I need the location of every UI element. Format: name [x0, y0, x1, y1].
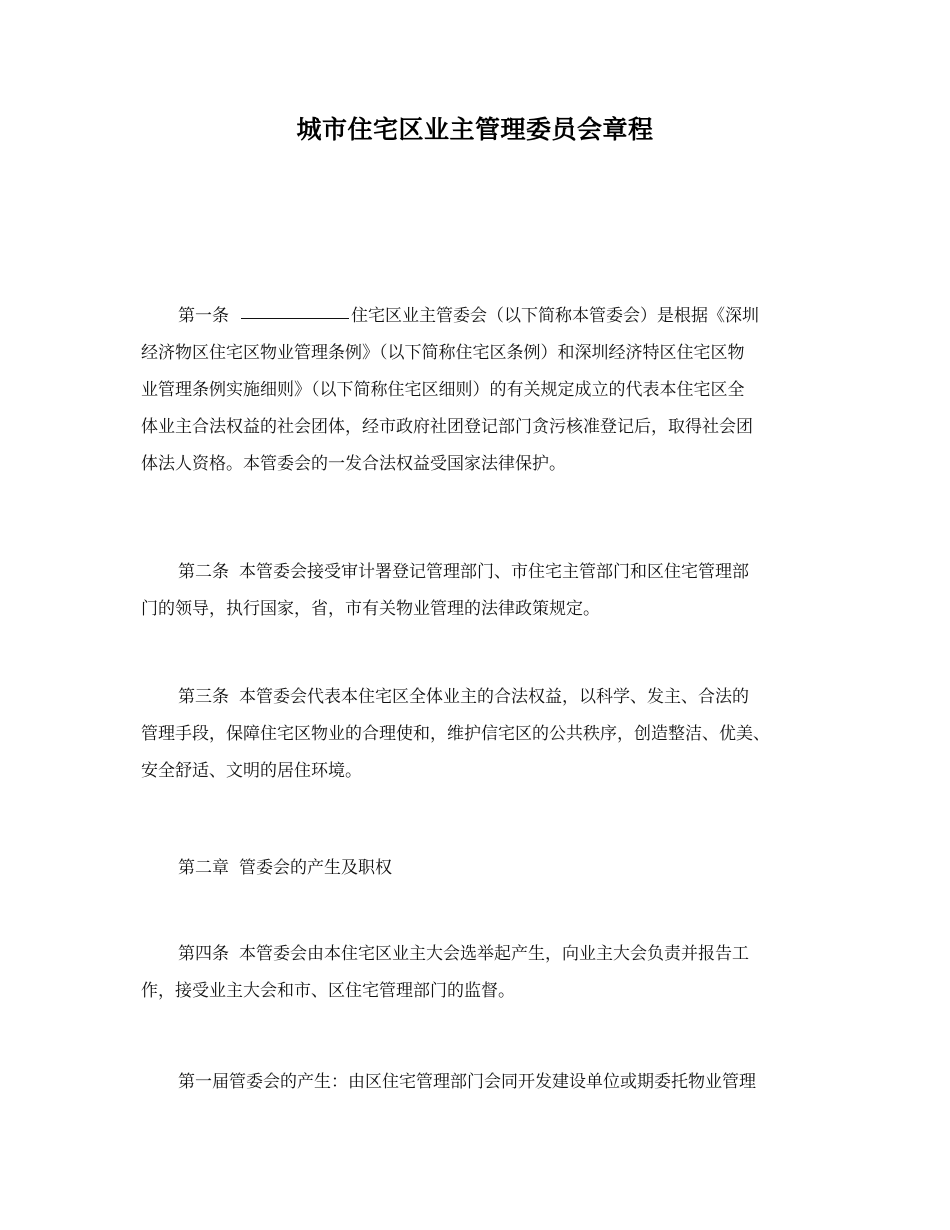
article-1-line-1: 第一条 住宅区业主管委会（以下简称本管委会）是根据《深圳	[141, 298, 841, 335]
first-committee-line-1: 第一届管委会的产生：由区住宅管理部门会同开发建设单位或期委托物业管理	[178, 1072, 756, 1092]
article-3-line-2: 管理手段，保障住宅区物业的合理使和，维护信宅区的公共秩序，创造整洁、优美、	[141, 724, 770, 744]
article-3-label: 第三条	[178, 687, 229, 707]
article-4	[141, 936, 841, 1010]
article-2	[141, 554, 841, 628]
article-1-label: 第一条	[178, 306, 229, 326]
chapter-2-heading	[141, 850, 841, 887]
article-4-line-2: 作，接受业主大会和市、区住宅管理部门的监督。	[141, 981, 515, 1001]
article-1-line-2: 经济物区住宅区物业管理条例》（以下简称住宅区条例）和深圳经济特区住宅区物	[141, 343, 745, 363]
chapter-2-label: 第二章	[178, 858, 229, 878]
article-4-line-1: 第四条 本管委会由本住宅区业主大会选举起产生，向业主大会负责并报告工	[178, 944, 749, 964]
chapter-2-title: 管委会的产生及职权	[239, 858, 392, 878]
article-1-line-5: 体法人资格。本管委会的一发合法权益受国家法律保护。	[141, 454, 566, 474]
article-1-line-4: 体业主合法权益的社会团体，经市政府社团登记部门贪污核准登记后，取得社会团	[141, 417, 753, 437]
article-1	[141, 298, 841, 483]
article-3-line-3: 安全舒适、文明的居住环境。	[141, 761, 362, 781]
article-2-line-1: 第二条 本管委会接受审计署登记管理部门、市住宅主管部门和区住宅管理部	[178, 562, 749, 582]
blank-fill-line	[241, 302, 349, 319]
article-2-label: 第二条	[178, 562, 229, 582]
article-3	[141, 679, 841, 790]
document-title: 城市住宅区业主管理委员会章程	[296, 115, 654, 144]
first-committee-paragraph	[141, 1064, 841, 1101]
article-3-line-1: 第三条 本管委会代表本住宅区全体业主的合法权益，以科学、发主、合法的	[178, 687, 749, 707]
article-2-line-2: 门的领导，执行国家，省，市有关物业管理的法律政策规定。	[141, 599, 600, 619]
article-4-label: 第四条	[178, 944, 229, 964]
article-1-line-3: 业管理条例实施细则》（以下简称住宅区细则）的有关规定成立的代表本住宅区全	[141, 380, 745, 400]
